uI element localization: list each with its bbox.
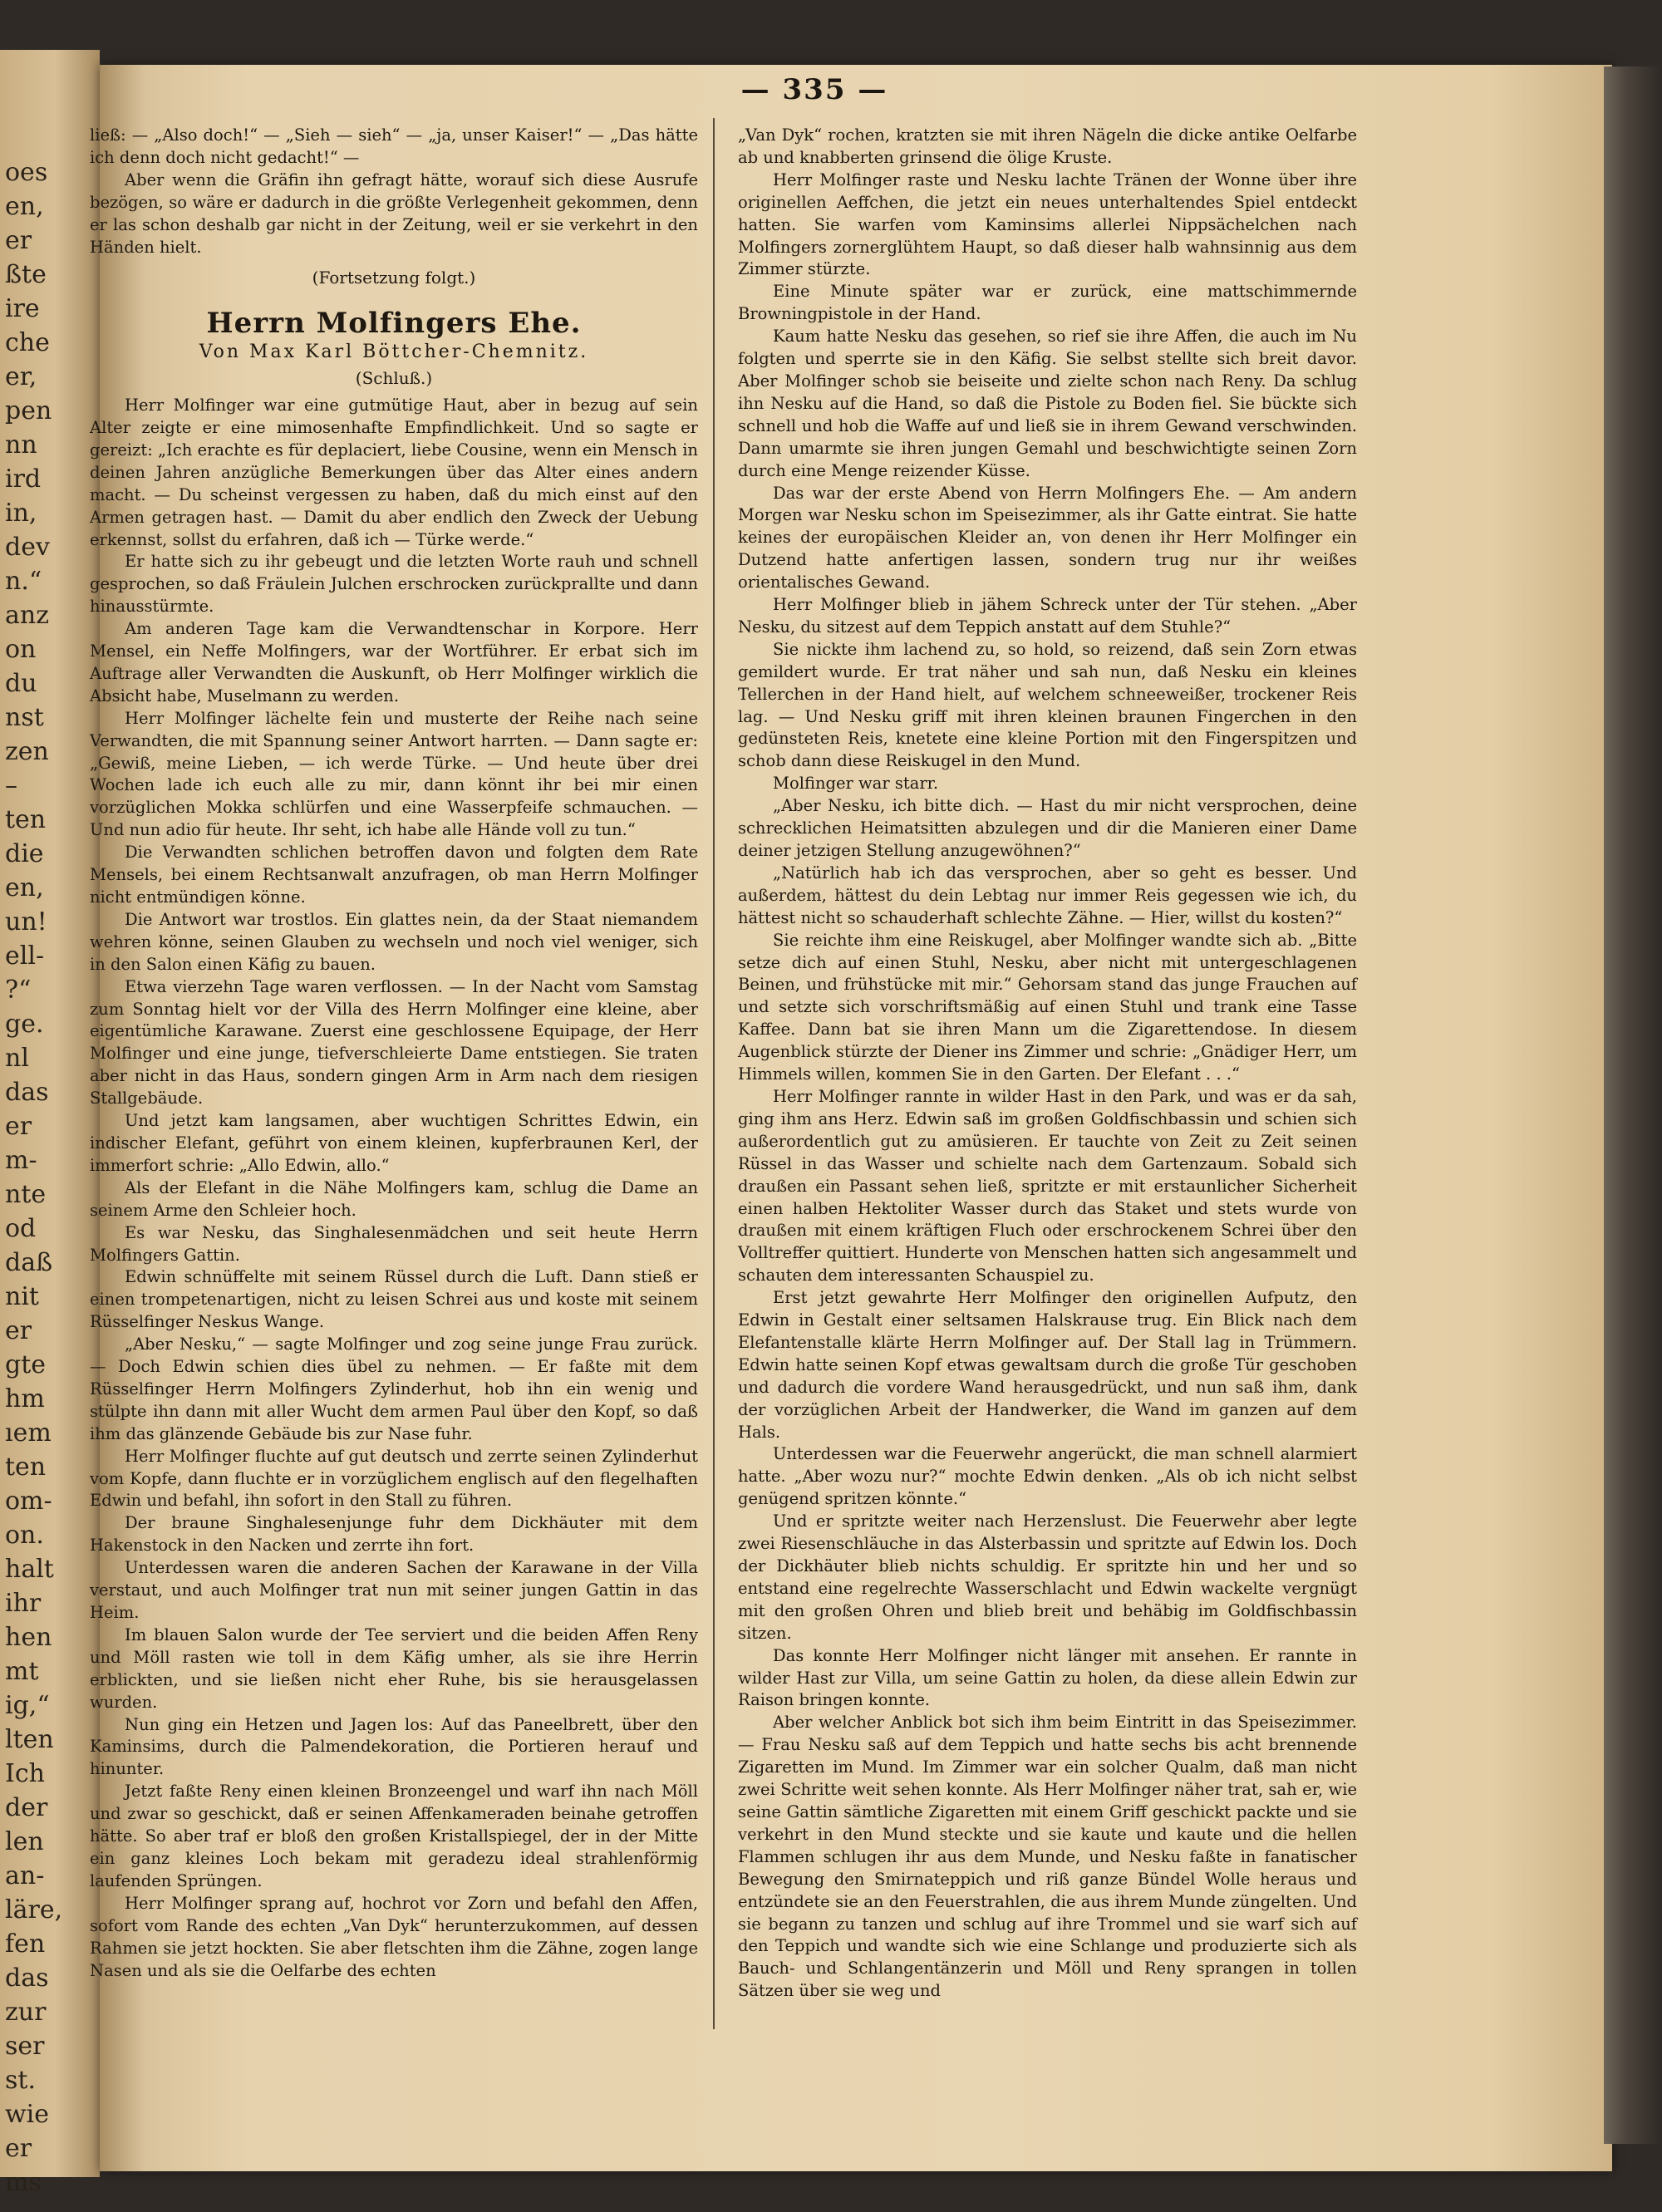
facing-page-fragment: m- xyxy=(5,1146,37,1175)
facing-page-fragment: ıem xyxy=(5,1418,52,1448)
paragraph: Es war Nesku, das Singhalesenmädchen und seit heute Herrn Molfingers Gattin. xyxy=(90,1222,698,1265)
paragraph: Herr Molfinger lächelte fein und musterte der Reihe nach seine Verwandten, die mit Spannung seiner Antwort harrten. — Dann sagte er: „Gewiß, meine Lieben, — ich werde Türke. — Und heute über drei Wochen lade ich euch alle zu mir, dann könnt ihr bei mir einen vorzüglichen Mokka schlürfen und eine Wasserpfeife schmauchen. — Und nun adio für heute. Ihr seht, ich habe alle Hände voll zu tun.“ xyxy=(90,708,698,840)
facing-page-fragment: wie xyxy=(5,2100,50,2129)
paragraph: Herr Molfinger sprang auf, hochrot vor Zorn und befahl den Affen, sofort vom Rande des echten „Van Dyk“ herunterzukommen, auf dessen Rahmen sie jetzt hockten. Sie aber fletschten ihm die Zähne, zogen lange Nasen und als sie die Oelfarbe des echten xyxy=(90,1893,698,1980)
paragraph: Erst jetzt gewahrte Herr Molfinger den originellen Aufputz, den Edwin in Gestalt einer seltsamen Halskrause trug. Ein Blick nach dem Elefantenstalle klärte Herrn Molfinger auf. Der Stall lag in Trümmern. Edwin hatte seinen Kopf etwas gewaltsam durch die große Tür geschoben und dadurch die vordere Wand herausgedrückt, und nun saß ihm, dank der vorzüglichen Arbeit der Handwerker, die Wand im ganzen auf dem Hals. xyxy=(738,1288,1357,1442)
book-binding xyxy=(1604,66,1662,2144)
facing-page-fragment: nte xyxy=(5,1180,47,1209)
facing-page-fragment: nn xyxy=(5,430,37,460)
facing-page-fragment: fen xyxy=(5,1929,46,1959)
paragraph: Der braune Singhalesenjunge fuhr dem Dickhäuter mit dem Hakenstock in den Nacken und zerrte ihn fort. xyxy=(90,1513,698,1556)
page-number: — 335 — xyxy=(740,73,888,106)
paragraph: Unterdessen waren die anderen Sachen der Karawane in der Villa verstaut, und auch Molfinger trat nun mit seiner jungen Gattin in das Heim. xyxy=(90,1558,698,1622)
facing-page-fragment: du xyxy=(5,669,37,698)
facing-page-fragment: ge. xyxy=(5,1010,44,1039)
facing-page-fragment: nit xyxy=(5,1282,39,1311)
paragraph: Nun ging ein Hetzen und Jagen los: Auf das Paneelbrett, über den Kaminsims, durch die Palmendekoration, die Portieren herauf und hinunter. xyxy=(90,1714,698,1779)
facing-page-fragment: zen xyxy=(5,737,49,766)
facing-page-fragment: zur xyxy=(5,1998,47,2027)
paragraph: „Van Dyk“ rochen, kratzten sie mit ihren Nägeln die dicke antike Oelfarbe ab und knabberten grinsend die ölige Kruste. xyxy=(738,125,1357,167)
facing-page-fragment: on. xyxy=(5,1521,44,1550)
facing-page-fragment: das xyxy=(5,1964,49,1993)
previous-story-ending xyxy=(90,125,698,258)
facing-page-fragment: der xyxy=(5,1793,48,1822)
paragraph: Sie nickte ihm lachend zu, so hold, so reizend, daß sein Zorn etwas gemildert wurde. Er trat näher und sah nun, daß Nesku ein kleines Tellerchen in der Hand hielt, auf welchem schneeweißer, trockener Reis lag. — Und Nesku griff mit ihren kleinen braunen Fingerchen in den gedünsteten Reis, knetete eine kleine Portion mit den Fingerspitzen und schob dann diese Reiskugel in den Mund. xyxy=(738,639,1357,771)
paragraph: Sie reichte ihm eine Reiskugel, aber Molfinger wandte sich ab. „Bitte setze dich auf einen Stuhl, Nesku, aber nicht mit untergeschlagenen Beinen, und frühstücke mit mir.“ Gehorsam stand das junge Frauchen auf und setzte sich vorschriftsmäßig auf einen Stuhl und trank eine Tasse Kaffee. Dann bat sie ihren Mann um die Zigarettendose. In diesem Augenblick stürzte der Diener ins Zimmer und schrie: „Gnädiger Herr, um Himmels willen, kommen Sie in den Garten. Der Elefant . . .“ xyxy=(738,930,1357,1084)
facing-page-fragment: an- xyxy=(5,1861,45,1890)
facing-page-fragment: ten xyxy=(5,1453,47,1482)
paragraph: Aber welcher Anblick bot sich ihm beim Eintritt in das Speisezimmer. — Frau Nesku saß auf dem Teppich und hatte sechs bis acht brennende Zigaretten im Mund. Im Zimmer war ein solcher Qualm, daß man nicht zwei Schritte weit sehen konnte. Als Herr Molfinger näher trat, sah er, wie seine Gattin sämtliche Zigaretten mit einem Griff geschickt packte und sie verkehrt in den Mund steckte und sie kaute und kaute und die hellen Flammen schlugen ihr aus dem Munde, und Nesku faßte in fanatischer Bewegung den Smirnateppich und riß ganze Bündel Wolle heraus und entzündete sie an den Feuerstrahlen, die aus ihrem Munde züngelten. Und sie begann zu tanzen und schlug auf ihre Trommel und sie warf sich auf den Teppich und wandte sich wie eine Schlange und produzierte sich als Bauch- und Schlangentänzerin und Möll und Reny sprangen in tollen Sätzen über sie weg und xyxy=(738,1713,1357,2001)
facing-page-fragment: in, xyxy=(5,499,37,528)
facing-page-fragment: ire xyxy=(5,294,40,323)
facing-page-fragment: gte xyxy=(5,1350,47,1379)
paragraph: Herr Molfinger rannte in wilder Hast in den Park, und was er da sah, ging ihm ans Herz. Edwin saß im großen Goldfischbassin und schien sich außerordentlich gut zu amüsieren. Er tauchte von Zeit zu Zeit seinen Rüssel in das Wasser und schielte nach dem Gartenzaum. Sobald sich draußen ein Passant sehen ließ, spritzte er mit erstaunlicher Sicherheit einen halben Hektoliter Wasser durch das Staket und stets wurde von draußen mit einem kräftigen Fluch oder erschrockenem Schrei über den Volltreffer quittiert. Hunderte von Menschen hatten sich angesammelt und schauten dem interessanten Schauspiel zu. xyxy=(738,1086,1357,1285)
facing-page-fragment: len xyxy=(5,1827,44,1856)
paragraph: Die Antwort war trostlos. Ein glattes nein, da der Staat niemandem wehren könne, seinen Glauben zu wechseln und noch viel weniger, sich in den Salon einen Käfig zu bauen. xyxy=(90,909,698,974)
facing-page-fragment: lten xyxy=(5,1725,54,1754)
facing-page-fragment: nl xyxy=(5,1044,29,1073)
facing-page-fragment: oes xyxy=(5,158,48,187)
facing-page-fragment: ihr xyxy=(5,1589,42,1618)
facing-page-fragment: hm xyxy=(5,1384,45,1413)
facing-page-fragment: ten xyxy=(5,805,47,834)
facing-page-edge xyxy=(0,50,100,2197)
paragraph: Herr Molfinger fluchte auf gut deutsch und zerrte seinen Zylinderhut vom Kopfe, dann fluchte er in vorzüglichem englisch auf den flegelhaften Edwin und befahl, ihn sofort in den Stall zu führen. xyxy=(90,1446,698,1511)
facing-page-fragment: un! xyxy=(5,907,47,936)
facing-page-fragment: er xyxy=(5,226,32,255)
left-column xyxy=(90,125,698,1982)
facing-page-fragment: er xyxy=(5,1112,32,1141)
facing-page-fragment: hen xyxy=(5,1623,52,1652)
column-divider xyxy=(713,118,715,2029)
paragraph: Herr Molfinger war eine gutmütige Haut, aber in bezug auf sein Alter zeigte er eine mimosenhafte Empfindlichkeit. Und so sagte er gereizt: „Ich erachte es für deplaciert, liebe Cousine, wenn ein Mensch in deinen Jahren anzügliche Bemerkungen über das Alter eines andern macht. — Du scheinst vergessen zu haben, daß du mich einst auf den Armen getragen hast. — Damit du aber endlich den Zweck der Uebung erkennst, sollst du erfahren, daß ich — Türke werde.“ xyxy=(90,396,698,549)
paragraph: Und jetzt kam langsamen, aber wuchtigen Schrittes Edwin, ein indischer Elefant, geführt von einem kleinen, kupferbraunen Kerl, der immerfort schrie: „Allo Edwin, allo.“ xyxy=(90,1111,698,1175)
facing-page-fragment: er xyxy=(5,1316,32,1345)
paragraph: Aber wenn die Gräfin ihn gefragt hätte, worauf sich diese Ausrufe bezögen, so wäre er dadurch in die größte Verlegenheit gekommen, denn er las schon deshalb gar nicht in der Zeitung, weil er sie verkehrt in den Händen hielt. xyxy=(90,170,698,257)
facing-page-fragment: die xyxy=(5,839,44,868)
paragraph: Unterdessen war die Feuerwehr angerückt, die man schnell alarmiert hatte. „Aber wozu nur?“ mochte Edwin denken. „Als ob ich nicht selbst genügend spritzen könnte.“ xyxy=(738,1444,1357,1509)
conclusion-note: (Schluß.) xyxy=(355,368,433,389)
article-title: Herrn Molfingers Ehe. xyxy=(206,307,582,341)
paragraph: ließ: — „Also doch!“ — „Sieh — sieh“ — „ja, unser Kaiser!“ — „Das hätte ich denn doch nicht gedacht!“ — xyxy=(90,125,698,167)
paragraph: Eine Minute später war er zurück, eine mattschimmernde Browningpistole in der Hand. xyxy=(738,282,1357,324)
paragraph: Im blauen Salon wurde der Tee serviert und die beiden Affen Reny und Möll rasten wie toll in dem Käfig umher, als sie ihre Herrin erblickten, und sie ließen nicht eher Ruhe, bis sie herausgelassen wurden. xyxy=(90,1625,698,1712)
facing-page-fragment: ßte xyxy=(5,260,47,289)
paragraph: Herr Molfinger blieb in jähem Schreck unter der Tür stehen. „Aber Nesku, du sitzest auf dem Teppich anstatt auf dem Stuhle?“ xyxy=(738,595,1357,637)
facing-page-fragment: anz xyxy=(5,601,50,630)
article-body-left xyxy=(90,395,698,1982)
facing-page-fragment: nst xyxy=(5,703,44,732)
facing-page-fragment: ell- xyxy=(5,941,45,971)
facing-page-fragment: ird xyxy=(5,465,42,494)
continued-note: (Fortsetzung folgt.) xyxy=(312,268,476,288)
facing-page-fragment: läre, xyxy=(5,1895,63,1924)
facing-page-fragment: ser xyxy=(5,2032,45,2061)
paragraph: Und er spritzte weiter nach Herzenslust. Die Feuerwehr aber legte zwei Riesenschläuche in das Alsterbassin und spritzte auf Edwin los. Doch der Dickhäuter blieb nichts schuldig. Er spritzte hin und her und so entstand eine regelrechte Wasserschlacht und Edwin wackelte vergnügt mit den großen Ohren und blieb breit und behäbig im Goldfischbassin sitzen. xyxy=(738,1512,1357,1643)
article-body-right xyxy=(738,125,1357,2003)
paragraph: „Natürlich hab ich das versprochen, aber so geht es besser. Und außerdem, hättest du dein Lebtag nur immer Reis gegessen wie ich, du hättest nicht so schauderhaft schlechte Zähne. — Hier, willst du kosten?“ xyxy=(738,863,1357,927)
paragraph: Die Verwandten schlichen betroffen davon und folgten dem Rate Mensels, bei einem Rechtsanwalt anzufragen, ob man Herrn Molfinger nicht entmündigen könne. xyxy=(90,843,698,907)
paragraph: „Aber Nesku,“ — sagte Molfinger und zog seine junge Frau zurück. — Doch Edwin schien dies übel zu nehmen. — Er faßte mit dem Rüsselfinger Herrn Molfingers Zylinderhut, hob ihn ein wenig und stülpte ihn dann mit aller Wucht dem armen Paul über den Kopf, so daß ihm das glänzende Gebäude bis zur Nase fuhr. xyxy=(90,1335,698,1443)
facing-page-fragment: pen xyxy=(5,396,52,425)
paragraph: Edwin schnüffelte mit seinem Rüssel durch die Luft. Dann stieß er einen trompetenartigen, nicht zu leisen Schrei aus und koste mit seinem Rüsselfinger Neskus Wange. xyxy=(90,1267,698,1332)
paragraph: Das war der erste Abend von Herrn Molfingers Ehe. — Am andern Morgen war Nesku schon im Speisezimmer, als ihr Gatte eintrat. Sie hatte keines der europäischen Kleider an, von denen ihr Herr Molfinger ein Dutzend hatte anfertigen lassen, sondern trug nur ihr weißes orientalisches Gewand. xyxy=(738,483,1357,592)
facing-page-fragment: ig,“ xyxy=(5,1691,50,1720)
facing-page-fragment: mt xyxy=(5,1657,39,1686)
facing-page-fragment: om- xyxy=(5,1487,52,1516)
facing-page-fragment: od xyxy=(5,1214,37,1243)
facing-page-fragment: halt xyxy=(5,1555,54,1584)
facing-page-fragment: on xyxy=(5,635,37,664)
facing-page-fragment: daß xyxy=(5,1248,53,1277)
facing-page-fragment: en, xyxy=(5,873,44,902)
facing-page-fragment: ?“ xyxy=(5,976,32,1005)
facing-page-fragment: das xyxy=(5,1078,49,1107)
article-byline: Von Max Karl Böttcher-Chemnitz. xyxy=(199,342,589,363)
facing-page-fragment: er, xyxy=(5,362,37,391)
paragraph: Als der Elefant in die Nähe Molfingers kam, schlug die Dame an seinem Arme den Schleier hoch. xyxy=(90,1177,698,1220)
facing-page-fragment: st. xyxy=(5,2066,36,2095)
paragraph: Das konnte Herr Molfinger nicht länger mit ansehen. Er rannte in wilder Hast zur Villa, um seine Gattin zu holen, da diese allein Edwin zur Raison bringen konnte. xyxy=(738,1645,1357,1710)
paragraph: Er hatte sich zu ihr gebeugt und die letzten Worte rauh und schnell gesprochen, so daß Fräulein Julchen erschrocken zurückprallte und dann hinausstürmte. xyxy=(90,552,698,617)
facing-page-fragment: – xyxy=(5,771,17,800)
facing-page-fragment: Ich xyxy=(5,1759,45,1788)
paragraph: Etwa vierzehn Tage waren verflossen. — In der Nacht vom Samstag zum Sonntag hielt vor der Villa des Herrn Molfinger eine kleine, aber eigentümliche Karawane. Zuerst eine geschlossene Equipage, der Herr Molfinger und eine junge, tiefverschleierte Dame entstiegen. Sie traten aber nicht in das Haus, sondern gingen Arm in Arm nach dem riesigen Stallgebäude. xyxy=(90,976,698,1108)
paragraph: Herr Molfinger raste und Nesku lachte Tränen der Wonne über ihre originellen Aeffchen, die jetzt ein neues unterhaltendes Spiel entdeckt hatten. Sie warfen vom Kaminsims allerlei Nippsächelchen nach Molfingers zornerglühtem Haupt, so daß dieser halb wahnsinnig aus dem Zimmer stürzte. xyxy=(738,170,1357,279)
paragraph: Am anderen Tage kam die Verwandtenschar in Korpore. Herr Mensel, ein Neffe Molfingers, war der Wortführer. Er erbat sich im Auftrage aller Verwandten die Auskunft, ob Herr Molfinger wirklich die Absicht habe, Muselmann zu werden. xyxy=(90,619,698,705)
facing-page-fragment: che xyxy=(5,328,50,357)
paragraph: Jetzt faßte Reny einen kleinen Bronzeengel und warf ihn nach Möll und zwar so geschickt, daß er seinen Affenkameraden beinahe getroffen hätte. So aber traf er bloß den großen Kristallspiegel, der in der Mitte ein ganz kleines Loch bekam mit geradezu ideal strahlenförmig laufenden Sprüngen. xyxy=(90,1782,698,1890)
facing-page-fragment: n.“ xyxy=(5,567,42,596)
paragraph: Molfinger war starr. xyxy=(773,774,939,794)
paragraph: Kaum hatte Nesku das gesehen, so rief sie ihre Affen, die auch im Nu folgten und sperrte sie in den Käfig. Sie selbst stellte sich breit davor. Aber Molfinger schob sie beiseite und zielte schon nach Reny. Da schlug ihn Nesku auf die Hand, so daß die Pistole zu Boden fiel. Sie bückte sich schnell und hob die Waffe auf und ließ sie in ihrem Gewand verschwinden. Dann umarmte sie ihren jungen Gemahl und beschwichtigte seinen Zorn durch eine Menge reizender Küsse. xyxy=(738,327,1357,480)
facing-page-fragment: ms xyxy=(5,2168,42,2197)
right-column xyxy=(738,125,1357,2003)
facing-page-fragment: dev xyxy=(5,533,50,562)
facing-page-fragment: en, xyxy=(5,192,44,221)
facing-page-fragment: er xyxy=(5,2134,32,2163)
paragraph: „Aber Nesku, ich bitte dich. — Hast du mir nicht versprochen, deine schrecklichen Heimatsitten abzulegen und dir die Manieren einer Dame deiner jetzigen Stellung anzugewöhnen?“ xyxy=(738,796,1357,860)
